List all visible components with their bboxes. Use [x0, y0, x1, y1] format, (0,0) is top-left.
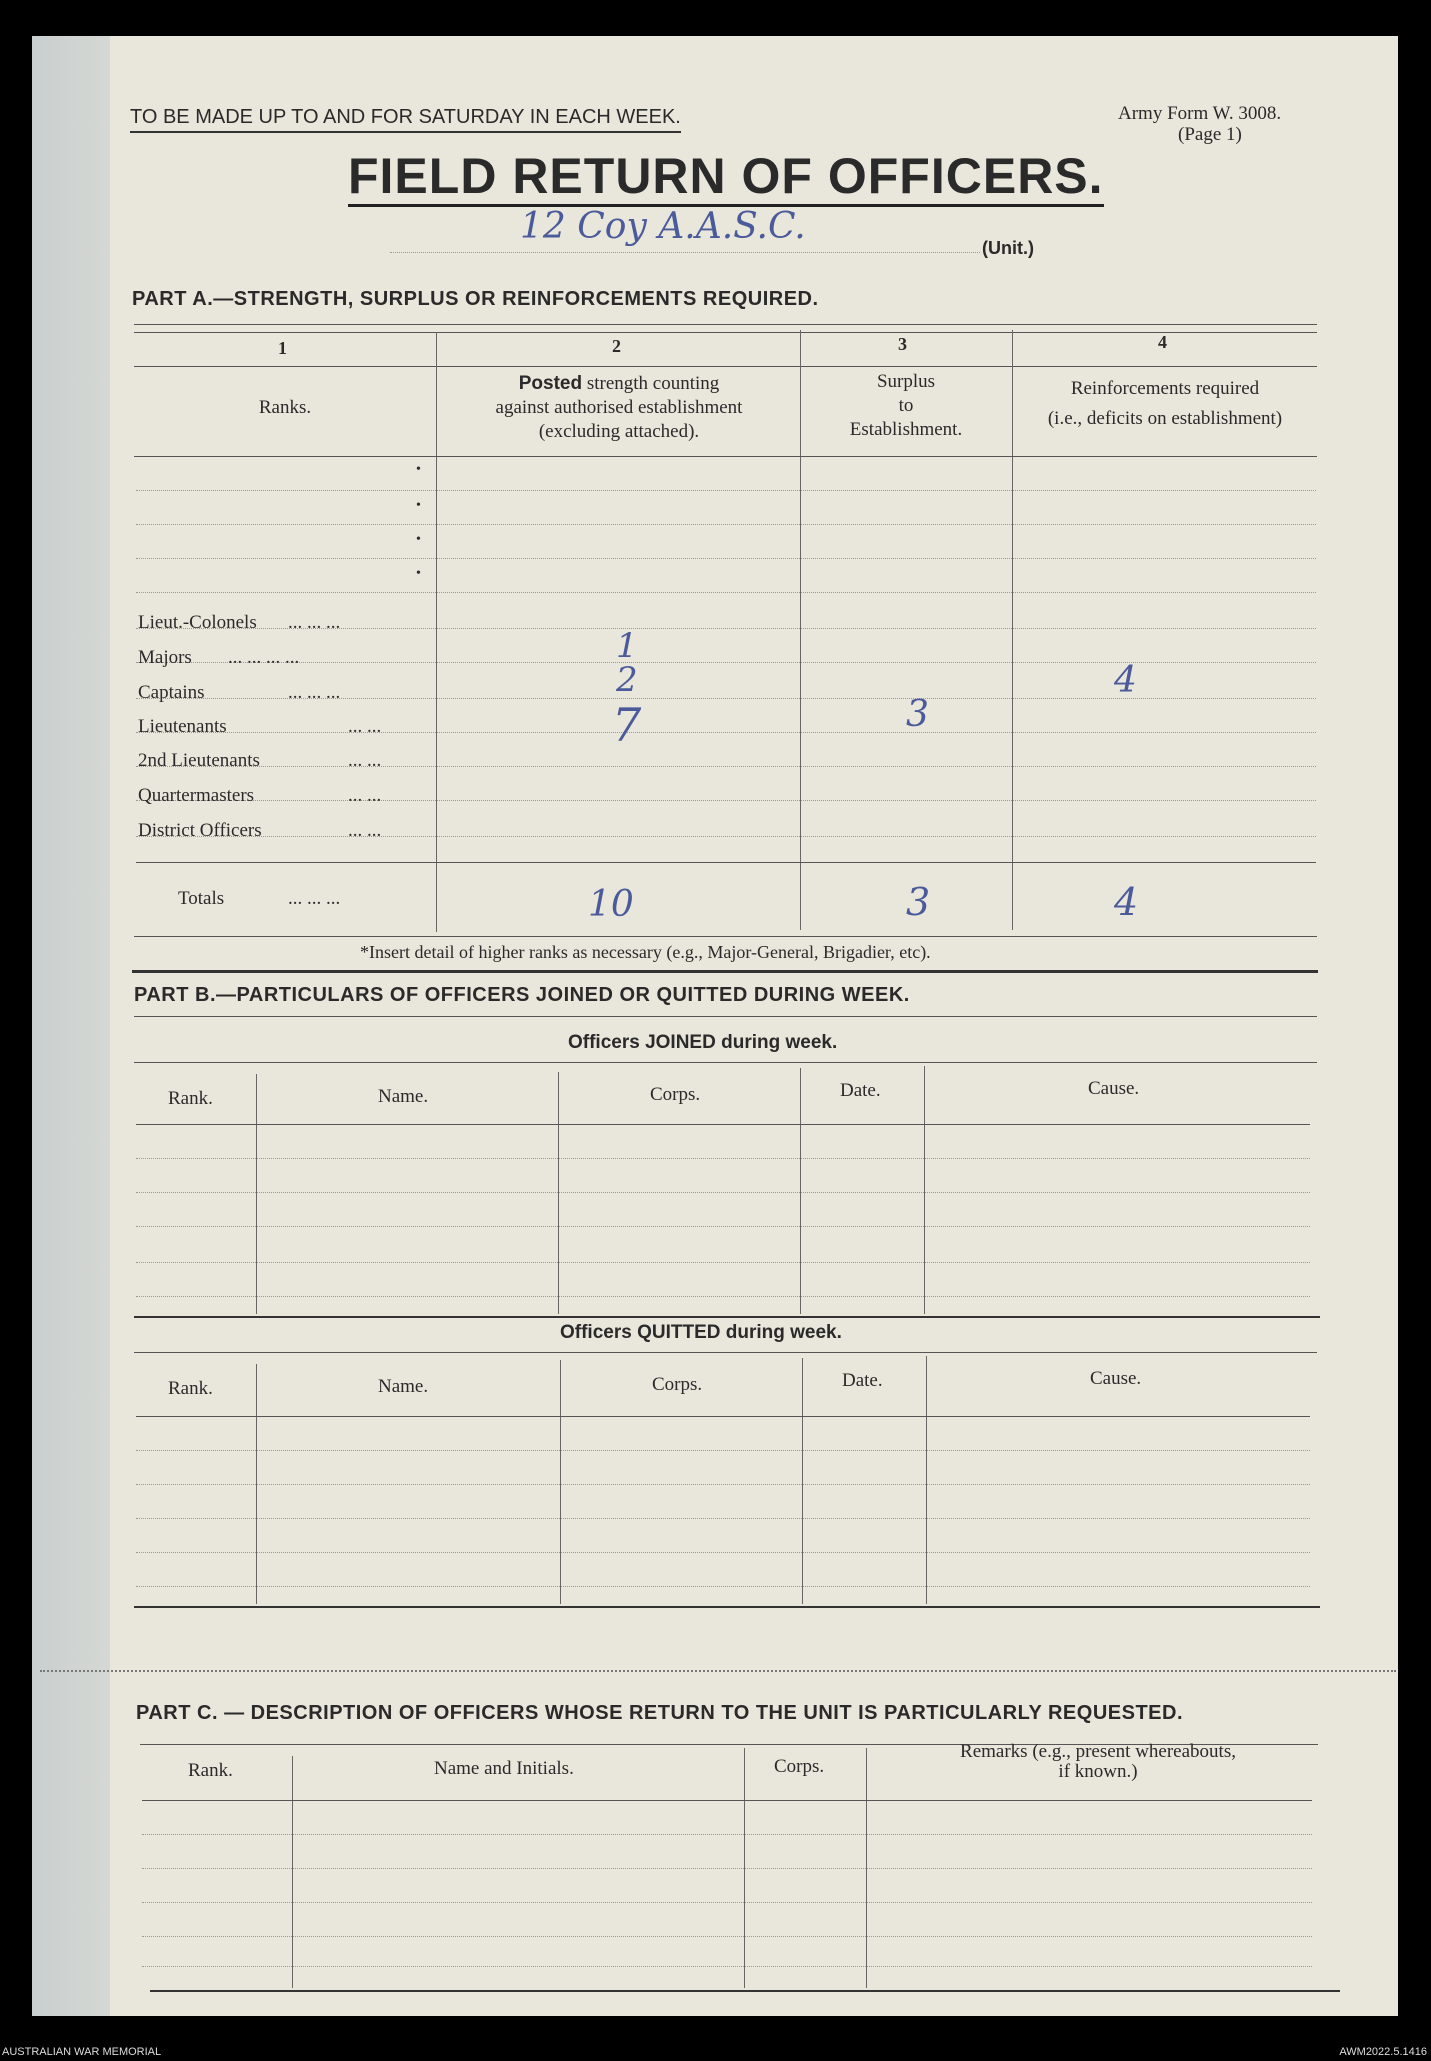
- row-line: [136, 490, 1316, 491]
- joined-col-rank: Rank.: [168, 1088, 213, 1109]
- part-b-top-rule: [132, 970, 1318, 973]
- col3-header-line3: Establishment.: [849, 419, 963, 440]
- joined-col-cause: Cause.: [1088, 1078, 1140, 1099]
- rank-leader: ... ... ...: [288, 612, 341, 633]
- totals-top-rule: [136, 862, 1316, 863]
- total-reinforcements: 4: [1114, 880, 1139, 924]
- quitted-col-cause: Cause.: [1090, 1368, 1142, 1389]
- quitted-col-rank: Rank.: [168, 1378, 213, 1399]
- part-a-bottom-rule: [134, 936, 1317, 937]
- quitted-header-rule: [136, 1416, 1310, 1417]
- joined-col-corps: Corps.: [650, 1084, 701, 1105]
- quitted-title-rule: [134, 1352, 1317, 1353]
- form-number: Army Form W. 3008.: [1118, 103, 1282, 124]
- quitted-title: Officers QUITTED during week.: [560, 1322, 842, 1343]
- rank-leader: ... ...: [348, 716, 382, 737]
- part-c-col-remarks: [928, 1742, 1268, 1782]
- row-line: [136, 800, 1316, 801]
- row-line: [142, 1834, 1312, 1835]
- joined-divider: [924, 1066, 925, 1314]
- row-line: [136, 1192, 1310, 1193]
- col4-header: [1014, 374, 1316, 434]
- rank-leader: ... ...: [348, 785, 382, 806]
- part-a-divider-1: [436, 332, 437, 932]
- page-edge-strip: [32, 36, 110, 2016]
- reinforcements-captains: 4: [1114, 660, 1137, 701]
- quitted-col-name: Name.: [378, 1376, 429, 1397]
- blank-row-marker: •: [416, 532, 421, 547]
- posted-majors: 1: [616, 626, 638, 666]
- rank-label: Lieut.-Colonels: [138, 612, 257, 633]
- total-surplus: 3: [906, 880, 931, 924]
- col2-header-rest: strength counting: [586, 373, 720, 394]
- quitted-col-corps: Corps.: [652, 1374, 703, 1395]
- joined-header-rule: [136, 1124, 1310, 1125]
- row-line: [142, 1936, 1312, 1937]
- rank-leader: ... ... ... ...: [228, 647, 300, 668]
- part-c-divider: [292, 1756, 293, 1988]
- remarks-line1: Remarks (e.g., present whereabouts,: [960, 1741, 1236, 1762]
- joined-divider: [558, 1072, 559, 1314]
- row-line: [142, 1966, 1312, 1967]
- row-line: [142, 1868, 1312, 1869]
- part-c-title: PART C. — DESCRIPTION OF OFFICERS WHOSE RETURN TO THE UNIT IS PARTICULARLY REQUESTED.: [136, 1702, 1184, 1724]
- joined-col-name: Name.: [378, 1086, 429, 1107]
- part-b-title: PART B.—PARTICULARS OF OFFICERS JOINED OR QUITTED DURING WEEK.: [134, 984, 910, 1006]
- row-line: [136, 592, 1316, 593]
- col-number-rule: [134, 366, 1317, 367]
- col4-header-line1: Reinforcements required: [1070, 378, 1260, 399]
- row-line: [136, 1484, 1310, 1485]
- rank-label: Captains: [138, 682, 205, 703]
- col3-header-line1: Surplus: [876, 371, 936, 392]
- posted-captains: 2: [616, 660, 638, 700]
- quitted-divider: [560, 1360, 561, 1604]
- header-bottom-rule: [134, 456, 1317, 457]
- col2-header-line2: against authorised establishment: [495, 397, 743, 418]
- row-line: [136, 1518, 1310, 1519]
- joined-col-date: Date.: [840, 1080, 881, 1101]
- part-c-header-rule: [142, 1800, 1312, 1801]
- part-c-col-corps: Corps.: [774, 1756, 825, 1777]
- part-c-col-rank: Rank.: [188, 1760, 233, 1781]
- joined-divider: [800, 1068, 801, 1314]
- instruction-text: TO BE MADE UP TO AND FOR SATURDAY IN EACH WEEK.: [130, 106, 681, 133]
- col2-header-bold: Posted: [518, 373, 583, 394]
- remarks-line2: if known.): [1058, 1761, 1138, 1782]
- row-line: [136, 732, 1316, 733]
- row-line: [136, 1296, 1310, 1297]
- col-number-2: 2: [612, 336, 621, 356]
- page-number: (Page 1): [1178, 124, 1242, 145]
- blank-row-marker: •: [416, 566, 421, 581]
- row-line: [136, 1586, 1310, 1587]
- row-line: [142, 1902, 1312, 1903]
- col3-header: [802, 370, 1010, 442]
- rank-leader: ... ...: [348, 820, 382, 841]
- part-b-title-rule: [134, 1016, 1317, 1017]
- row-line: [136, 1226, 1310, 1227]
- joined-title: Officers JOINED during week.: [568, 1032, 838, 1053]
- unit-label: (Unit.): [982, 238, 1034, 258]
- row-line: [136, 524, 1316, 525]
- quitted-bottom-rule: [134, 1606, 1320, 1608]
- col3-header-line2: to: [898, 395, 914, 416]
- col4-header-line2: (i.e., deficits on establishment): [1047, 408, 1283, 429]
- col2-header-line3: (excluding attached).: [538, 421, 700, 442]
- rank-label: 2nd Lieutenants: [138, 750, 260, 771]
- row-line: [136, 1552, 1310, 1553]
- part-a-top-rule: [134, 324, 1317, 325]
- joined-bottom-rule: [134, 1316, 1320, 1318]
- unit-handwritten: 12 Coy A.A.S.C.: [520, 206, 806, 247]
- blank-row-marker: •: [416, 462, 421, 477]
- totals-leader: ... ... ...: [288, 888, 341, 909]
- row-line: [136, 1262, 1310, 1263]
- quitted-divider: [802, 1358, 803, 1604]
- row-line: [136, 836, 1316, 837]
- part-c-col-name: Name and Initials.: [434, 1758, 574, 1779]
- col-number-3: 3: [898, 334, 907, 354]
- row-line: [136, 1450, 1310, 1451]
- quitted-divider: [926, 1356, 927, 1604]
- row-line: [136, 1158, 1310, 1159]
- row-line: [136, 766, 1316, 767]
- part-c-bottom-rule: [150, 1990, 1340, 1992]
- rank-label: Quartermasters: [138, 785, 255, 806]
- part-a-divider-2: [800, 330, 801, 930]
- rank-leader: ... ...: [348, 750, 382, 771]
- col2-header: [440, 372, 798, 444]
- joined-divider: [256, 1074, 257, 1314]
- rank-leader: ... ... ...: [288, 682, 341, 703]
- form-title: FIELD RETURN OF OFFICERS.: [348, 148, 1104, 207]
- surplus-lieutenants: 3: [906, 694, 929, 735]
- part-a-top-rule-2: [134, 332, 1317, 333]
- blank-row-marker: •: [416, 498, 421, 513]
- rank-label: Lieutenants: [138, 716, 227, 737]
- rank-label: District Officers: [138, 820, 262, 841]
- posted-lieutenants: 7: [612, 698, 642, 752]
- col1-header: Ranks.: [258, 397, 312, 418]
- quitted-col-date: Date.: [842, 1370, 883, 1391]
- total-posted: 10: [588, 884, 634, 925]
- unit-dotted-line: [390, 252, 980, 253]
- row-line: [136, 662, 1316, 663]
- totals-label: Totals: [178, 888, 225, 909]
- footer-accession: AWM2022.5.1416: [1339, 2046, 1427, 2058]
- row-line: [136, 558, 1316, 559]
- col-number-1: 1: [278, 338, 287, 358]
- part-a-title: PART A.—STRENGTH, SURPLUS OR REINFORCEMENTS REQUIRED.: [132, 288, 819, 310]
- rank-label: Majors: [138, 647, 192, 668]
- joined-title-rule: [134, 1062, 1317, 1063]
- part-a-divider-3: [1012, 330, 1013, 930]
- fold-line: [40, 1670, 1396, 1672]
- footer-institution: AUSTRALIAN WAR MEMORIAL: [2, 2046, 162, 2058]
- footnote: *Insert detail of higher ranks as necessary (e.g., Major-General, Brigadier, etc).: [360, 942, 931, 962]
- col-number-4: 4: [1158, 332, 1167, 352]
